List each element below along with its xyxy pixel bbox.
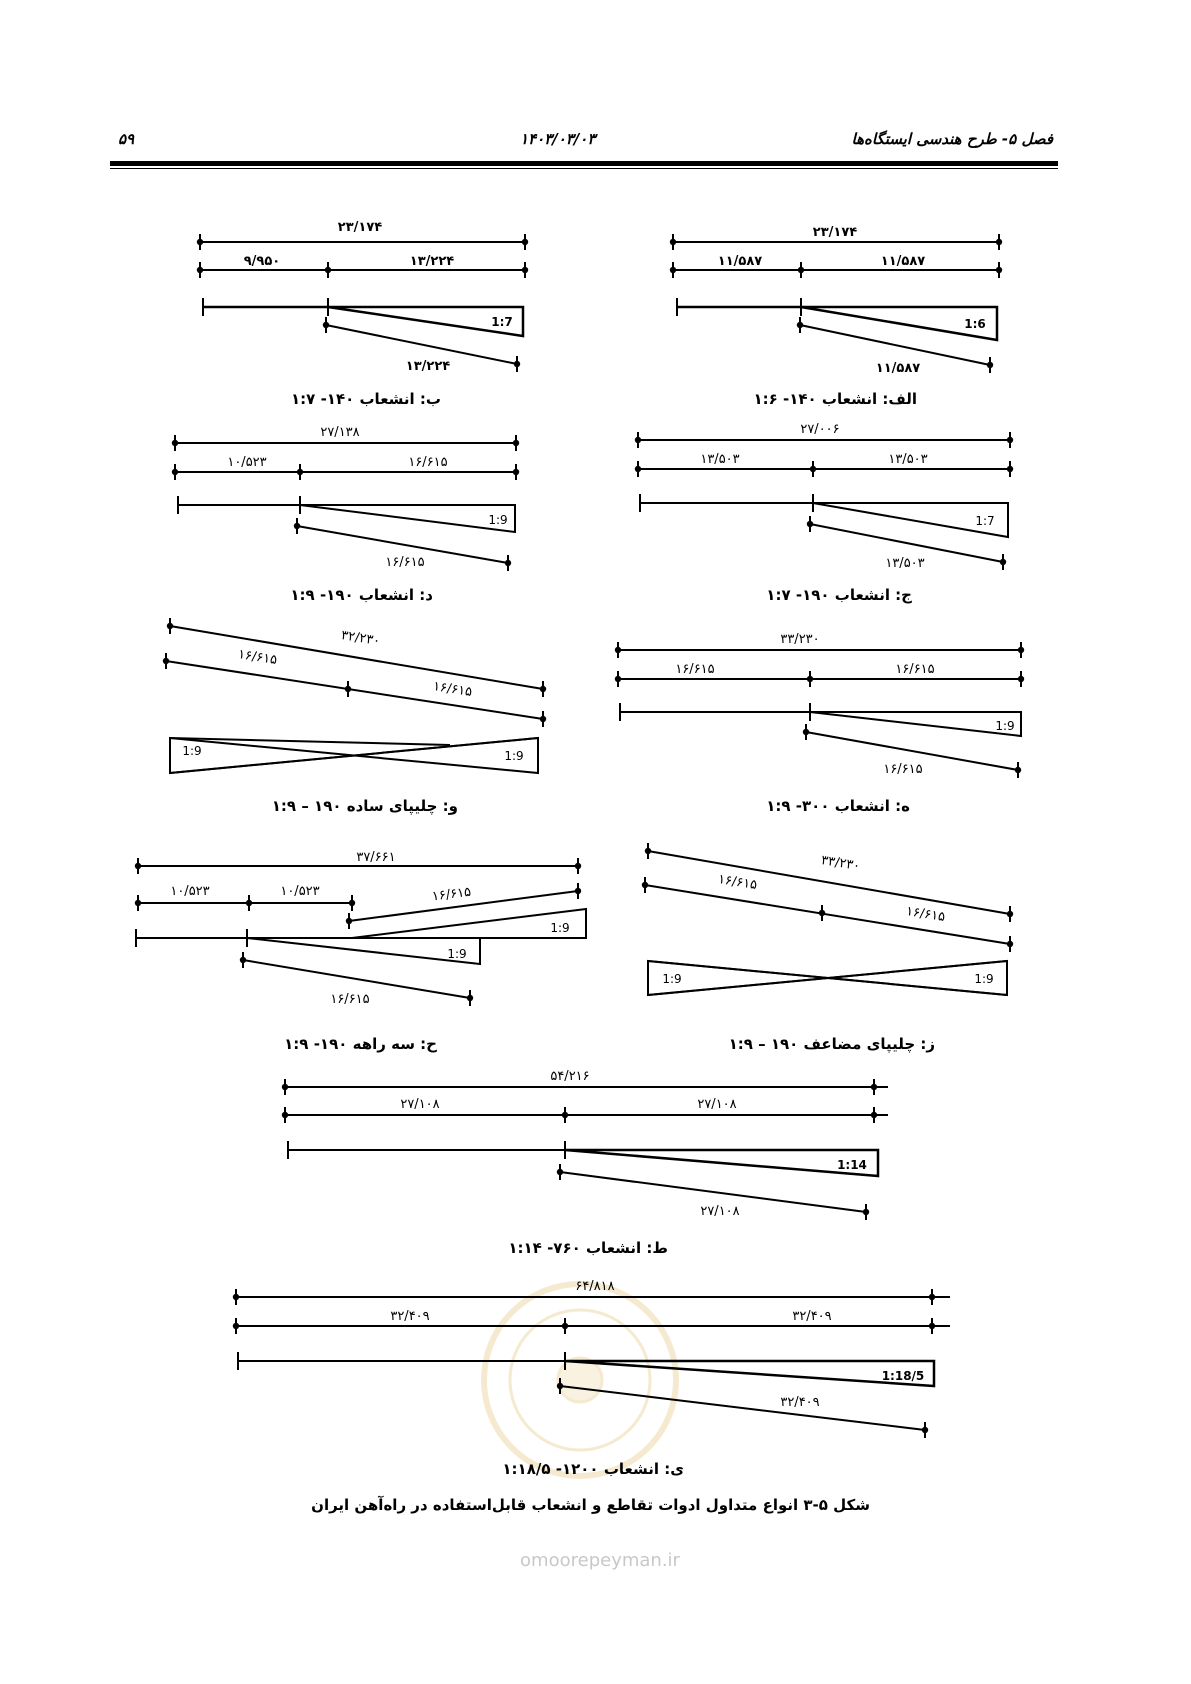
be-right: ۱۳/۲۲۴	[409, 254, 455, 269]
be-total: ۲۳/۱۷۴	[337, 220, 383, 235]
dal-caption: د: انشعاب ۱۹۰- ۱:۹	[290, 586, 433, 604]
he2-seg1: ۱۰/۵۲۳	[170, 884, 210, 899]
he2-lower-branch: ۱۶/۶۱۵	[330, 992, 370, 1007]
ze-seg1: ۱۶/۶۱۵	[716, 872, 759, 894]
jim-right: ۱۳/۵۰۳	[888, 452, 928, 467]
figure-he	[615, 632, 1024, 815]
dal-branch: ۱۶/۶۱۵	[385, 555, 425, 570]
ta-ratio: 1:14	[837, 1158, 867, 1172]
he-right: ۱۶/۶۱۵	[895, 662, 935, 677]
jim-total: ۲۷/۰۰۶	[800, 422, 840, 437]
vav-caption: و: چلیپای ساده ۱۹۰ – ۱:۹	[271, 797, 458, 815]
ta-branch: ۲۷/۱۰۸	[700, 1204, 740, 1219]
ye-ratio: 1:18/5	[881, 1369, 925, 1383]
alef-left: ۱۱/۵۸۷	[717, 254, 763, 269]
header-date: ۱۴۰۳/۰۳/۰۳	[520, 130, 596, 148]
ye-total: ۶۴/۸۱۸	[575, 1279, 615, 1294]
alef-right: ۱۱/۵۸۷	[880, 254, 926, 269]
alef-caption: الف: انشعاب ۱۴۰- ۱:۶	[753, 390, 917, 408]
he-total: ۳۳/۲۳۰	[780, 632, 820, 647]
ta-right: ۲۷/۱۰۸	[697, 1097, 737, 1112]
watermark-seal	[484, 1284, 676, 1476]
ze-caption: ز: چلیپای مضاعف ۱۹۰ – ۱:۹	[728, 1035, 935, 1053]
figure-alef	[670, 225, 1002, 408]
figure-dal	[172, 425, 519, 604]
ta-caption: ط: انشعاب ۷۶۰- ۱:۱۴	[508, 1239, 668, 1257]
figure-ta	[282, 1069, 888, 1257]
ye-left: ۳۲/۴۰۹	[390, 1309, 430, 1324]
dal-total: ۲۷/۱۳۸	[320, 425, 360, 440]
ze-ratio-left: 1:9	[662, 972, 682, 986]
figure-ze	[642, 843, 1013, 1054]
figure-be	[197, 220, 528, 408]
ze-ratio-right: 1:9	[974, 972, 994, 986]
jim-caption: ج: انشعاب ۱۹۰- ۱:۷	[766, 586, 912, 604]
dal-right: ۱۶/۶۱۵	[408, 455, 448, 470]
vav-seg1: ۱۶/۶۱۵	[236, 647, 279, 669]
page-number: ۵۹	[118, 130, 135, 148]
figure-vav	[163, 618, 546, 816]
he2-ratio-lower: 1:9	[447, 947, 467, 961]
ye-branch: ۳۲/۴۰۹	[780, 1395, 820, 1410]
ye-right: ۳۲/۴۰۹	[792, 1309, 832, 1324]
figure-jim	[635, 422, 1013, 604]
be-branch: ۱۳/۲۲۴	[405, 359, 451, 374]
ta-left: ۲۷/۱۰۸	[400, 1097, 440, 1112]
jim-ratio: 1:7	[975, 514, 995, 528]
he2-caption: ح: سه راهه ۱۹۰- ۱:۹	[284, 1035, 437, 1053]
vav-seg2: ۱۶/۶۱۵	[431, 679, 474, 701]
he-ratio: 1:9	[995, 719, 1015, 733]
dal-left: ۱۰/۵۲۳	[227, 455, 267, 470]
alef-ratio: 1:6	[964, 317, 986, 331]
ze-seg2: ۱۶/۶۱۵	[904, 904, 947, 926]
be-caption: ب: انشعاب ۱۴۰- ۱:۷	[291, 390, 441, 408]
figure-caption: شکل ۵-۳ انواع متداول ادوات تقاطع و انشعاب قابل‌استفاده در راه‌آهن ایران	[311, 1496, 870, 1514]
he-branch: ۱۶/۶۱۵	[883, 762, 923, 777]
be-left: ۹/۹۵۰	[243, 254, 281, 269]
alef-branch: ۱۱/۵۸۷	[875, 361, 921, 376]
he2-upper-branch: ۱۶/۶۱۵	[431, 884, 472, 905]
alef-total: ۲۳/۱۷۴	[812, 225, 858, 240]
he-caption: ه: انشعاب ۳۰۰- ۱:۹	[766, 797, 910, 815]
he-left: ۱۶/۶۱۵	[675, 662, 715, 677]
dal-ratio: 1:9	[488, 513, 508, 527]
jim-branch: ۱۳/۵۰۳	[885, 556, 925, 571]
he2-ratio-upper: 1:9	[550, 921, 570, 935]
jim-left: ۱۳/۵۰۳	[700, 452, 740, 467]
ze-total: ۳۳/۲۳۰	[819, 853, 862, 875]
watermark-text: omoorepeyman.ir	[520, 1550, 680, 1571]
figure-he2	[135, 850, 586, 1053]
he2-seg2: ۱۰/۵۲۳	[280, 884, 320, 899]
be-ratio: 1:7	[491, 315, 513, 329]
chapter-title: فصل ۵- طرح هندسی ایستگاه‌ها	[851, 130, 1053, 148]
ye-caption: ی: انشعاب ۱۲۰۰- ۱:۱۸/۵	[502, 1460, 684, 1478]
he2-total: ۳۷/۶۶۱	[356, 850, 396, 865]
vav-ratio-right: 1:9	[504, 749, 524, 763]
ta-total: ۵۴/۲۱۶	[550, 1069, 590, 1084]
vav-total: ۳۲/۲۳۰	[339, 628, 382, 650]
vav-ratio-left: 1:9	[182, 744, 202, 758]
